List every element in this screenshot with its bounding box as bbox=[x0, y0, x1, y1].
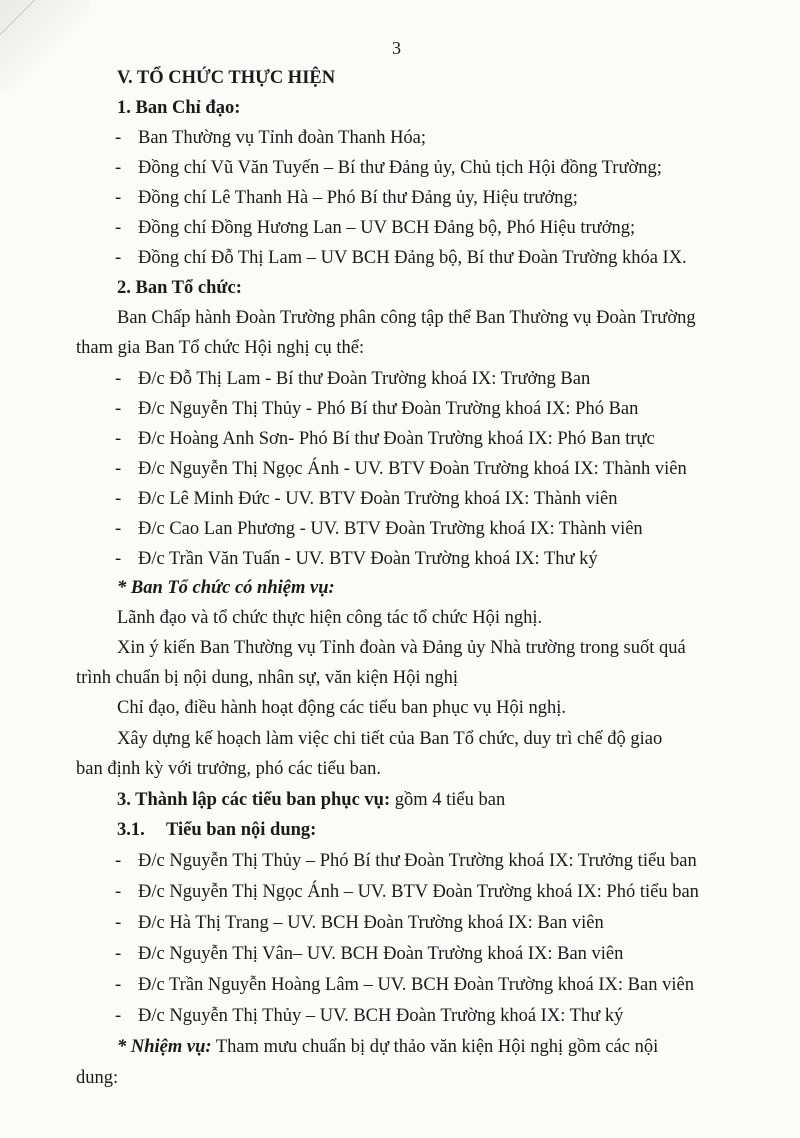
paragraph: Xin ý kiến Ban Thường vụ Tỉnh đoàn và Đảng ủy Nhà trường trong suốt quá bbox=[117, 638, 686, 658]
section3-title bbox=[117, 788, 505, 812]
list-bullet: - bbox=[115, 158, 122, 178]
task-line bbox=[117, 1035, 658, 1059]
paragraph: Xây dựng kế hoạch làm việc chi tiết của Ban Tổ chức, duy trì chế độ giao bbox=[117, 729, 663, 749]
list-bullet: - bbox=[115, 519, 122, 539]
section2-intro-line2: tham gia Ban Tổ chức Hội nghị cụ thể: bbox=[76, 338, 365, 358]
list-item: Đ/c Trần Nguyễn Hoàng Lâm – UV. BCH Đoàn Trường khoá IX: Ban viên bbox=[138, 975, 694, 995]
list-item: Đ/c Đỗ Thị Lam - Bí thư Đoàn Trường khoá IX: Trưởng Ban bbox=[138, 369, 591, 389]
list-item: Đ/c Nguyễn Thị Thủy - Phó Bí thư Đoàn Trường khoá IX: Phó Ban bbox=[138, 399, 639, 419]
list-bullet: - bbox=[115, 1006, 122, 1026]
list-item: Đ/c Nguyễn Thị Vân– UV. BCH Đoàn Trường khoá IX: Ban viên bbox=[138, 944, 624, 964]
subsection-title: Tiểu ban nội dung: bbox=[166, 820, 317, 840]
task-label: * Nhiệm vụ: bbox=[117, 1037, 212, 1057]
list-item: Ban Thường vụ Tỉnh đoàn Thanh Hóa; bbox=[138, 128, 427, 148]
section1-title: 1. Ban Chỉ đạo: bbox=[117, 98, 241, 118]
section2-title: 2. Ban Tổ chức: bbox=[117, 278, 242, 298]
section-heading: V. TỔ CHỨC THỰC HIỆN bbox=[117, 68, 336, 88]
list-bullet: - bbox=[115, 248, 122, 268]
list-bullet: - bbox=[115, 218, 122, 238]
list-bullet: - bbox=[115, 913, 122, 933]
list-bullet: - bbox=[115, 975, 122, 995]
list-bullet: - bbox=[115, 882, 122, 902]
list-bullet: - bbox=[115, 369, 122, 389]
page-number: 3 bbox=[392, 38, 401, 58]
paragraph: Chỉ đạo, điều hành hoạt động các tiểu ban phục vụ Hội nghị. bbox=[117, 698, 567, 718]
list-bullet: - bbox=[115, 128, 122, 148]
list-item: Đ/c Nguyễn Thị Ngọc Ánh - UV. BTV Đoàn Trường khoá IX: Thành viên bbox=[138, 459, 687, 479]
list-item: Đ/c Lê Minh Đức - UV. BTV Đoàn Trường khoá IX: Thành viên bbox=[138, 489, 618, 509]
list-bullet: - bbox=[115, 459, 122, 479]
folded-corner bbox=[0, 0, 90, 90]
list-item: Đ/c Cao Lan Phương - UV. BTV Đoàn Trường khoá IX: Thành viên bbox=[138, 519, 643, 539]
list-item: Đồng chí Lê Thanh Hà – Phó Bí thư Đảng ủy, Hiệu trưởng; bbox=[138, 188, 578, 208]
list-item: Đ/c Nguyễn Thị Thủy – UV. BCH Đoàn Trường khoá IX: Thư ký bbox=[138, 1006, 624, 1026]
list-bullet: - bbox=[115, 549, 122, 569]
list-item: Đ/c Hoàng Anh Sơn- Phó Bí thư Đoàn Trường khoá IX: Phó Ban trực bbox=[138, 429, 655, 449]
list-item: Đ/c Nguyễn Thị Ngọc Ánh – UV. BTV Đoàn Trường khoá IX: Phó tiểu ban bbox=[138, 882, 699, 902]
list-item: Đ/c Trần Văn Tuấn - UV. BTV Đoàn Trường khoá IX: Thư ký bbox=[138, 549, 598, 569]
section3-title-bold: 3. Thành lập các tiểu ban phục vụ: bbox=[117, 790, 391, 810]
task-text: Tham mưu chuẩn bị dự thảo văn kiện Hội nghị gồm các nội bbox=[211, 1037, 659, 1057]
list-bullet: - bbox=[115, 399, 122, 419]
paragraph: ban định kỳ với trưởng, phó các tiểu ban. bbox=[76, 759, 381, 779]
duty-title: * Ban Tổ chức có nhiệm vụ: bbox=[117, 578, 335, 598]
section3-title-rest: gồm 4 tiểu ban bbox=[390, 790, 506, 810]
list-bullet: - bbox=[115, 944, 122, 964]
list-item: Đồng chí Vũ Văn Tuyến – Bí thư Đảng ủy, Chủ tịch Hội đồng Trường; bbox=[138, 158, 662, 178]
task-line2: dung: bbox=[76, 1068, 119, 1088]
list-item: Đ/c Hà Thị Trang – UV. BCH Đoàn Trường khoá IX: Ban viên bbox=[138, 913, 604, 933]
paragraph: Lãnh đạo và tổ chức thực hiện công tác tổ chức Hội nghị. bbox=[117, 608, 543, 628]
paragraph: trình chuẩn bị nội dung, nhân sự, văn kiện Hội nghị bbox=[76, 668, 459, 688]
section2-intro-line1: Ban Chấp hành Đoàn Trường phân công tập thể Ban Thường vụ Đoàn Trường bbox=[117, 308, 696, 328]
list-item: Đ/c Nguyễn Thị Thủy – Phó Bí thư Đoàn Trường khoá IX: Trưởng tiểu ban bbox=[138, 851, 697, 871]
list-bullet: - bbox=[115, 489, 122, 509]
list-bullet: - bbox=[115, 851, 122, 871]
list-bullet: - bbox=[115, 429, 122, 449]
list-bullet: - bbox=[115, 188, 122, 208]
list-item: Đồng chí Đồng Hương Lan – UV BCH Đảng bộ, Phó Hiệu trưởng; bbox=[138, 218, 636, 238]
list-item: Đồng chí Đỗ Thị Lam – UV BCH Đảng bộ, Bí thư Đoàn Trường khóa IX. bbox=[138, 248, 687, 268]
subsection-number: 3.1. bbox=[117, 820, 145, 840]
